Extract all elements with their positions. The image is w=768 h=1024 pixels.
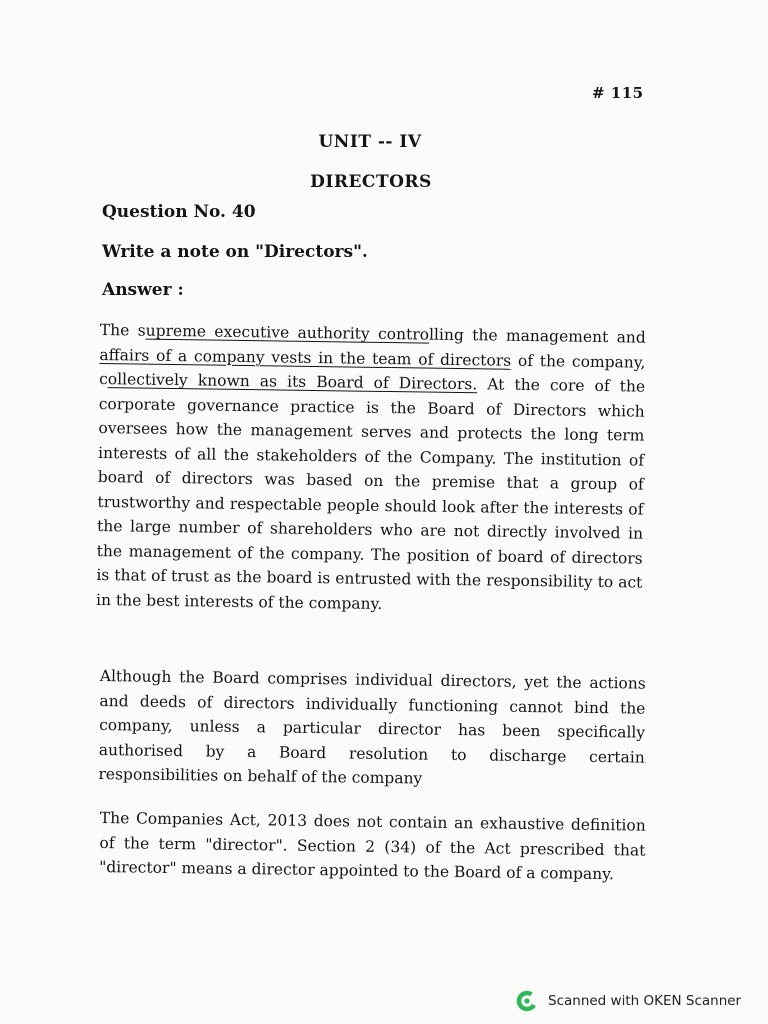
question-text: Write a note on "Directors". [102, 242, 368, 262]
paragraph-1 [96, 318, 646, 620]
paragraph-2 [98, 664, 646, 794]
scanner-label: Scanned with OKEN Scanner [548, 993, 742, 1009]
paragraph-1-underline-b: affairs of a company vests in the team of directors [99, 345, 512, 370]
unit-title: UNIT -- IV [318, 132, 422, 152]
paragraph-1-underline-c: ollectively known as its Board of Directors. [107, 370, 478, 394]
scanner-watermark [516, 990, 741, 1012]
answer-label: Answer : [102, 280, 184, 300]
paragraph-1-text-b: lling the management and [428, 325, 646, 347]
paragraph-3-text: The Companies Act, 2013 does not contain an exhaustive definition of the term "director". Section 2 (34) of the Act prescribed that "director" means a director appointed to the Board of a company. [99, 808, 646, 884]
question-number: Question No. 40 [102, 202, 256, 222]
paragraph-1-text-d: At the core of the corporate governance practice is the Board of Directors which oversees how the management serves and protects the long term interests of all the stakeholders of the Company. The institution of board of directors was based on the premise that a group of trustworthy and respectable people should look after the interests of the large number of shareholders who are not directly involved in the management of the company. The position of board of directors is that of trust as the board is entrusted with the responsibility to act in the best interests of the company. [95, 375, 646, 613]
scanner-logo-icon [516, 990, 540, 1012]
page-number: # 115 [592, 84, 644, 102]
paragraph-1-text-a: The s [99, 320, 146, 340]
paragraph-1-text-c: of the company, c [99, 351, 646, 389]
paragraph-2-text: Although the Board comprises individual directors, yet the actions and deeds of directors individually functioning cannot bind the company, unless a particular director has been specifically authorised by a Board resolution to discharge certain responsibilities on behalf of the company [98, 666, 646, 788]
chapter-title: DIRECTORS [310, 172, 432, 192]
paragraph-3 [99, 806, 646, 887]
paragraph-1-underline-a: upreme executive authority contro [145, 321, 430, 344]
